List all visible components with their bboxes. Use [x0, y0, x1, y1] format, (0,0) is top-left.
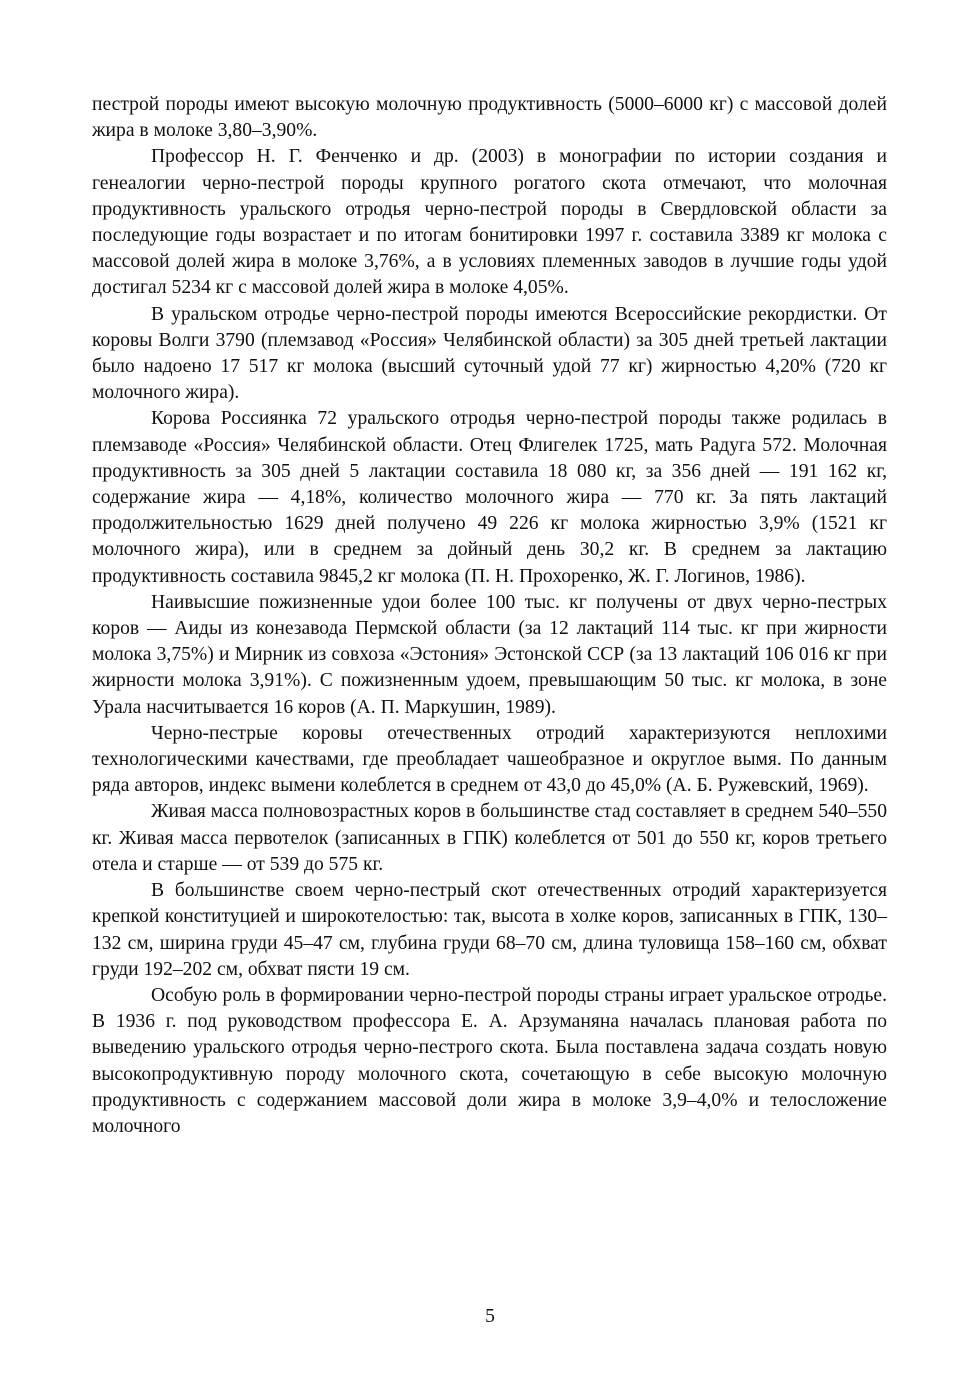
paragraph-record-holders: В уральском отродье черно-пестрой породы имеются Всероссийские рекордистки. От коровы Волги 3790 (племзавод «Россия» Челябинской области) за 305 дней третьей лактации было надоено 17 517 кг молока (высший суточный удой 77 кг) жирностью 4,20% (720 кг молочного жира). [92, 303, 887, 404]
page-body [92, 92, 887, 1140]
paragraph-fenchenko: Профессор Н. Г. Фенченко и др. (2003) в монографии по истории создания и генеалогии черно-пестрой породы крупного рогатого скота отмечают, что молочная продуктивность уральского отродья черно-пестрой породы в Свердловской области за последующие годы возрастает и по итогам бонитировки 1997 г. составила 3389 кг молока с массовой долей жира в молоке 3,76%, а в условиях племенных заводов в лучшие годы удой достигал 5234 кг с массовой долей жира в молоке 4,05%. [92, 146, 887, 299]
paragraph-body-measurements: В большинстве своем черно-пестрый скот отечественных отродий характеризуется крепкой конституцией и широкотелостью: так, высота в холке коров, записанных в ГПК, 130–132 см, ширина груди 45–47 см, глубина груди 68–70 см, длина туловища 158–160 см, обхват груди 192–202 см, обхват пясти 19 см. [92, 880, 887, 980]
paragraph-continuation: пестрой породы имеют высокую молочную продуктивность (5000–6000 кг) с массовой долей жира в молоке 3,80–3,90%. [92, 94, 887, 142]
page-number: 5 [485, 1306, 495, 1327]
paragraph-udder-quality: Черно-пестрые коровы отечественных отродий характеризуются неплохими технологическими качествами, где преобладает чашеобразное и округлое вымя. По данным ряда авторов, индекс вымени колеблется в среднем от 43,0 до 45,0% (А. Б. Ружевский, 1969). [92, 722, 887, 797]
paragraph-ural-breeding: Особую роль в формировании черно-пестрой породы страны играет уральское отродье. В 1936 г. под руководством профессора Е. А. Арзуманяна началась плановая работа по выведению уральского отродья черно-пестрого скота. Была поставлена задача создать новую высокопродуктивную породу молочного скота, сочетающую в себе высокую молочную продуктивность с содержанием массовой доли жира в молоке 3,9–4,0% и телосложение молочного [92, 984, 887, 1137]
paragraph-live-weight: Живая масса полновозрастных коров в большинстве стад составляет в среднем 540–550 кг. Живая масса первотелок (записанных в ГПК) колеблется от 501 до 550 кг, коров третьего отела и старше — от 539 до 575 кг. [92, 801, 887, 875]
paragraph-rossiyanka: Корова Россиянка 72 уральского отродья черно-пестрой породы также родилась в племзаводе «Россия» Челябинской области. Отец Флигелек 1725, мать Радуга 572. Молочная продуктивность за 305 дней 5 лактации составила 18 080 кг, за 356 дней — 191 162 кг, содержание жира — 4,18%, количество молочного жира — 770 кг. За пять лактаций продолжительностью 1629 дней получено 49 226 кг молока жирностью 3,9% (1521 кг молочного жира), или в среднем за дойный день 30,2 кг. В среднем за лактацию продуктивность составила 9845,2 кг молока (П. Н. Прохоренко, Ж. Г. Логинов, 1986). [92, 408, 887, 587]
paragraph-lifetime-yields: Наивысшие пожизненные удои более 100 тыс. кг получены от двух черно-пестрых коров — Аиды из конезавода Пермской области (за 12 лактаций 114 тыс. кг при жирности молока 3,75%) и Мирник из совхоза «Эстония» Эстонской ССР (за 13 лактаций 106 016 кг при жирности молока 3,91%). С пожизненным удоем, превышающим 50 тыс. кг молока, в зоне Урала насчитывается 16 коров (А. П. Маркушин, 1989). [92, 591, 887, 718]
